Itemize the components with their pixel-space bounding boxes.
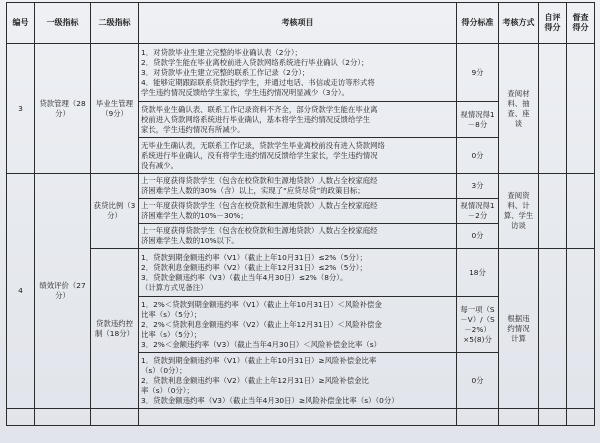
table-row <box>7 44 595 102</box>
self-score-cell[interactable] <box>539 174 567 249</box>
assessment-table <box>6 2 595 426</box>
stub-cell <box>139 409 457 426</box>
score-cell: 3分 <box>457 174 499 199</box>
method-cell <box>499 174 539 249</box>
item-line: 1．对贷款毕业生建立完整的毕业确认表（2分）； <box>141 47 302 57</box>
row-number: 4 <box>7 174 35 409</box>
supervisor-score-cell[interactable] <box>567 249 595 409</box>
method-cell <box>499 44 539 174</box>
item-line: 2．贷款利息金额违约率（V2）（截止上年12月31日）≥风险补偿金比 <box>141 375 369 385</box>
header-supervisor: 督查得分 <box>567 3 595 44</box>
score-cell: 0分 <box>457 353 499 409</box>
item-cell <box>139 353 457 409</box>
item-line: 上一年度获得贷款学生（包含在校贷款和生源地贷款）人数占全校家庭经 <box>141 176 378 185</box>
supervisor-score-cell[interactable] <box>567 44 595 174</box>
method-line: 查、座 <box>507 108 530 118</box>
item-cell <box>139 297 457 353</box>
row-number: 3 <box>7 44 35 174</box>
item-line: 家长，学生违约情况有所减少。 <box>141 124 245 134</box>
stub-cell <box>457 409 499 426</box>
method-line: 约情况 <box>507 323 530 333</box>
stub-cell <box>91 409 139 426</box>
item-line: 济困难学生人数的30%（含）以上，实现了“应贷尽贷”的政策目标； <box>141 186 365 195</box>
item-cell <box>139 199 457 224</box>
header-score: 得分标准 <box>457 3 499 44</box>
method-line: 根据违 <box>507 313 530 323</box>
item-line: 济困难学生人数的10%－30%； <box>141 211 248 220</box>
self-score-cell[interactable] <box>539 249 567 409</box>
method-line: 算、学生 <box>503 211 534 220</box>
score-cell: 每一项（S－V）/（S－2%）×5(8)分 <box>457 297 499 353</box>
stub-cell <box>499 409 539 426</box>
item-line: 2．贷款利息金额违约率（V2）（截止上年12月31日）≤2%（5分）； <box>141 262 367 272</box>
item-cell <box>139 174 457 199</box>
score-cell: 0分 <box>457 138 499 174</box>
item-cell <box>139 224 457 249</box>
method-line: 谈 <box>514 118 523 128</box>
item-line: （s）（0分）； <box>141 365 187 375</box>
header-method: 考核方式 <box>499 3 539 44</box>
item-cell <box>139 102 457 138</box>
item-cell <box>139 249 457 297</box>
item-line: 系统进行毕业确认，没有将学生违约情况反馈给学生家长，学生违约情况 <box>141 150 378 160</box>
score-cell: 0分 <box>457 224 499 249</box>
method-line: 料、抽 <box>507 98 530 108</box>
table-row <box>7 249 595 297</box>
item-cell <box>139 44 457 102</box>
header-level1: 一级指标 <box>35 3 91 44</box>
item-line: 4．能够定期跟踪联系贷款违约学生，并通过电话、书信或走访等形式将 <box>141 77 375 87</box>
item-line: 比率（s）（5分）； <box>141 309 202 319</box>
item-line: 学生违约情况反馈给学生家长，学生违约情况明显减少（3分）。 <box>141 87 349 97</box>
score-cell: 视情况得1－2分 <box>457 199 499 224</box>
stub-cell <box>567 409 595 426</box>
item-line: 2．2%＜贷款利息金额违约率（V2）（截止上年12月31日）＜风险补偿金 <box>141 319 382 329</box>
table-row-partial <box>7 409 595 426</box>
item-line: 3．2%＜金额违约率（V3）（截止当年4月30日）＜风险补偿金比率（s） <box>141 339 381 349</box>
self-score-cell[interactable] <box>539 44 567 174</box>
item-line: 率（s）（0分）； <box>141 385 194 395</box>
method-line: 查阅材 <box>507 88 530 98</box>
item-line: 1．贷款到期金额违约率（V1）（截止上年10月31日）≤2%（5分）； <box>141 252 367 262</box>
score-cell: 18分 <box>457 249 499 297</box>
header-item: 考核项目 <box>139 3 457 44</box>
method-line: 料、计 <box>507 201 530 210</box>
table-row <box>7 174 595 199</box>
stub-cell <box>7 409 35 426</box>
item-line: 校前进入贷款网络系统进行毕业确认，基本将学生违约情况反馈给学生 <box>141 114 371 124</box>
item-line: 3．对贷款毕业生建立完整的联系工作记录（2分）； <box>141 67 310 77</box>
level2-indicator: 毕业生管理（9分） <box>91 44 139 174</box>
level1-indicator: 贷款管理（28分） <box>35 44 91 174</box>
item-line: 贷款毕业生确认表、联系工作记录资料不齐全，部分贷款学生能在毕业离 <box>141 104 378 114</box>
method-line: 查阅资 <box>507 191 530 200</box>
item-line: （计算方式见备注） <box>141 282 208 292</box>
method-line: 计算 <box>511 333 526 343</box>
item-line: 3．贷款金额违约率（V3）（截止当年4月30日）≤2%（8分）。 <box>141 272 348 282</box>
header-row <box>7 3 595 44</box>
header-level2: 二级指标 <box>91 3 139 44</box>
header-no: 编号 <box>7 3 35 44</box>
method-cell <box>499 249 539 409</box>
stub-cell <box>539 409 567 426</box>
item-cell <box>139 138 457 174</box>
level2-indicator: 获贷比例（3分） <box>91 174 139 249</box>
header-self: 自评得分 <box>539 3 567 44</box>
level1-indicator: 绩效评价（27分） <box>35 174 91 409</box>
item-line: 无毕业生确认表，无联系工作记录，贷款学生毕业离校前没有进入贷款网络 <box>141 140 385 150</box>
item-line: 济困难学生人数的10%以下。 <box>141 236 239 245</box>
item-line: 上一年度获得贷款学生（包含在校贷款和生源地贷款）人数占全校家庭经 <box>141 201 378 210</box>
item-line: 1．贷款到期金额违约率（V1）（截止上年10月31日）≥风险补偿金比率 <box>141 355 377 365</box>
method-line: 访谈 <box>511 221 526 230</box>
item-line: 3．贷款金额违约率（V3）（截止当年4月30日）≥风险补偿金比率（s）（0分） <box>141 395 399 405</box>
score-cell: 视情况得1－8分 <box>457 102 499 138</box>
level2-indicator: 贷款违约控制（18分） <box>91 249 139 409</box>
item-line: 没有减少。 <box>141 160 178 170</box>
stub-cell <box>35 409 91 426</box>
supervisor-score-cell[interactable] <box>567 174 595 249</box>
item-line: 比率（s）（5分）； <box>141 329 202 339</box>
item-line: 1．2%＜贷款到期金额违约率（V1）（截止上年10月31日）＜风险补偿金 <box>141 299 382 309</box>
item-line: 2．贷款学生能在毕业离校前进入贷款网络系统进行毕业确认（2分）； <box>141 57 369 67</box>
score-cell: 9分 <box>457 44 499 102</box>
item-line: 上一年度获得贷款学生（包含在校贷款和生源地贷款）人数占全校家庭经 <box>141 226 378 235</box>
